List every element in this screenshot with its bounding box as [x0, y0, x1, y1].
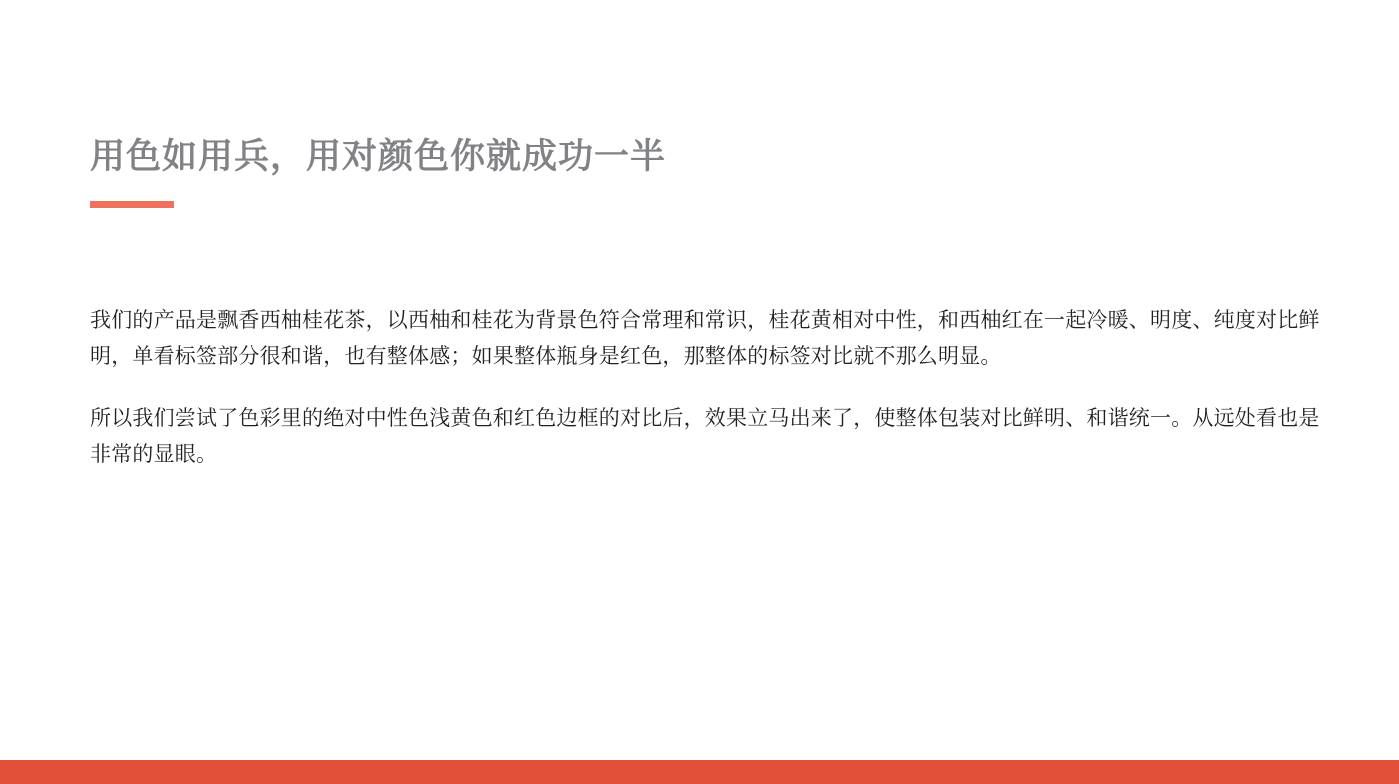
title-underline-accent: [90, 201, 174, 208]
page-title: 用色如用兵，用对颜色你就成功一半: [90, 137, 667, 177]
body-content: [90, 303, 1330, 473]
footer-accent-bar: [0, 760, 1399, 784]
paragraph-2: 所以我们尝试了色彩里的绝对中性色浅黄色和红色边框的对比后，效果立马出来了，使整体包装对比鲜明、和谐统一。从远处看也是非常的显眼。: [90, 407, 1320, 467]
paragraph-1: 我们的产品是飘香西柚桂花茶，以西柚和桂花为背景色符合常理和常识，桂花黄相对中性，和西柚红在一起冷暖、明度、纯度对比鲜明，单看标签部分很和谐，也有整体感；如果整体瓶身是红色，那整体的标签对比就不那么明显。: [90, 309, 1320, 369]
